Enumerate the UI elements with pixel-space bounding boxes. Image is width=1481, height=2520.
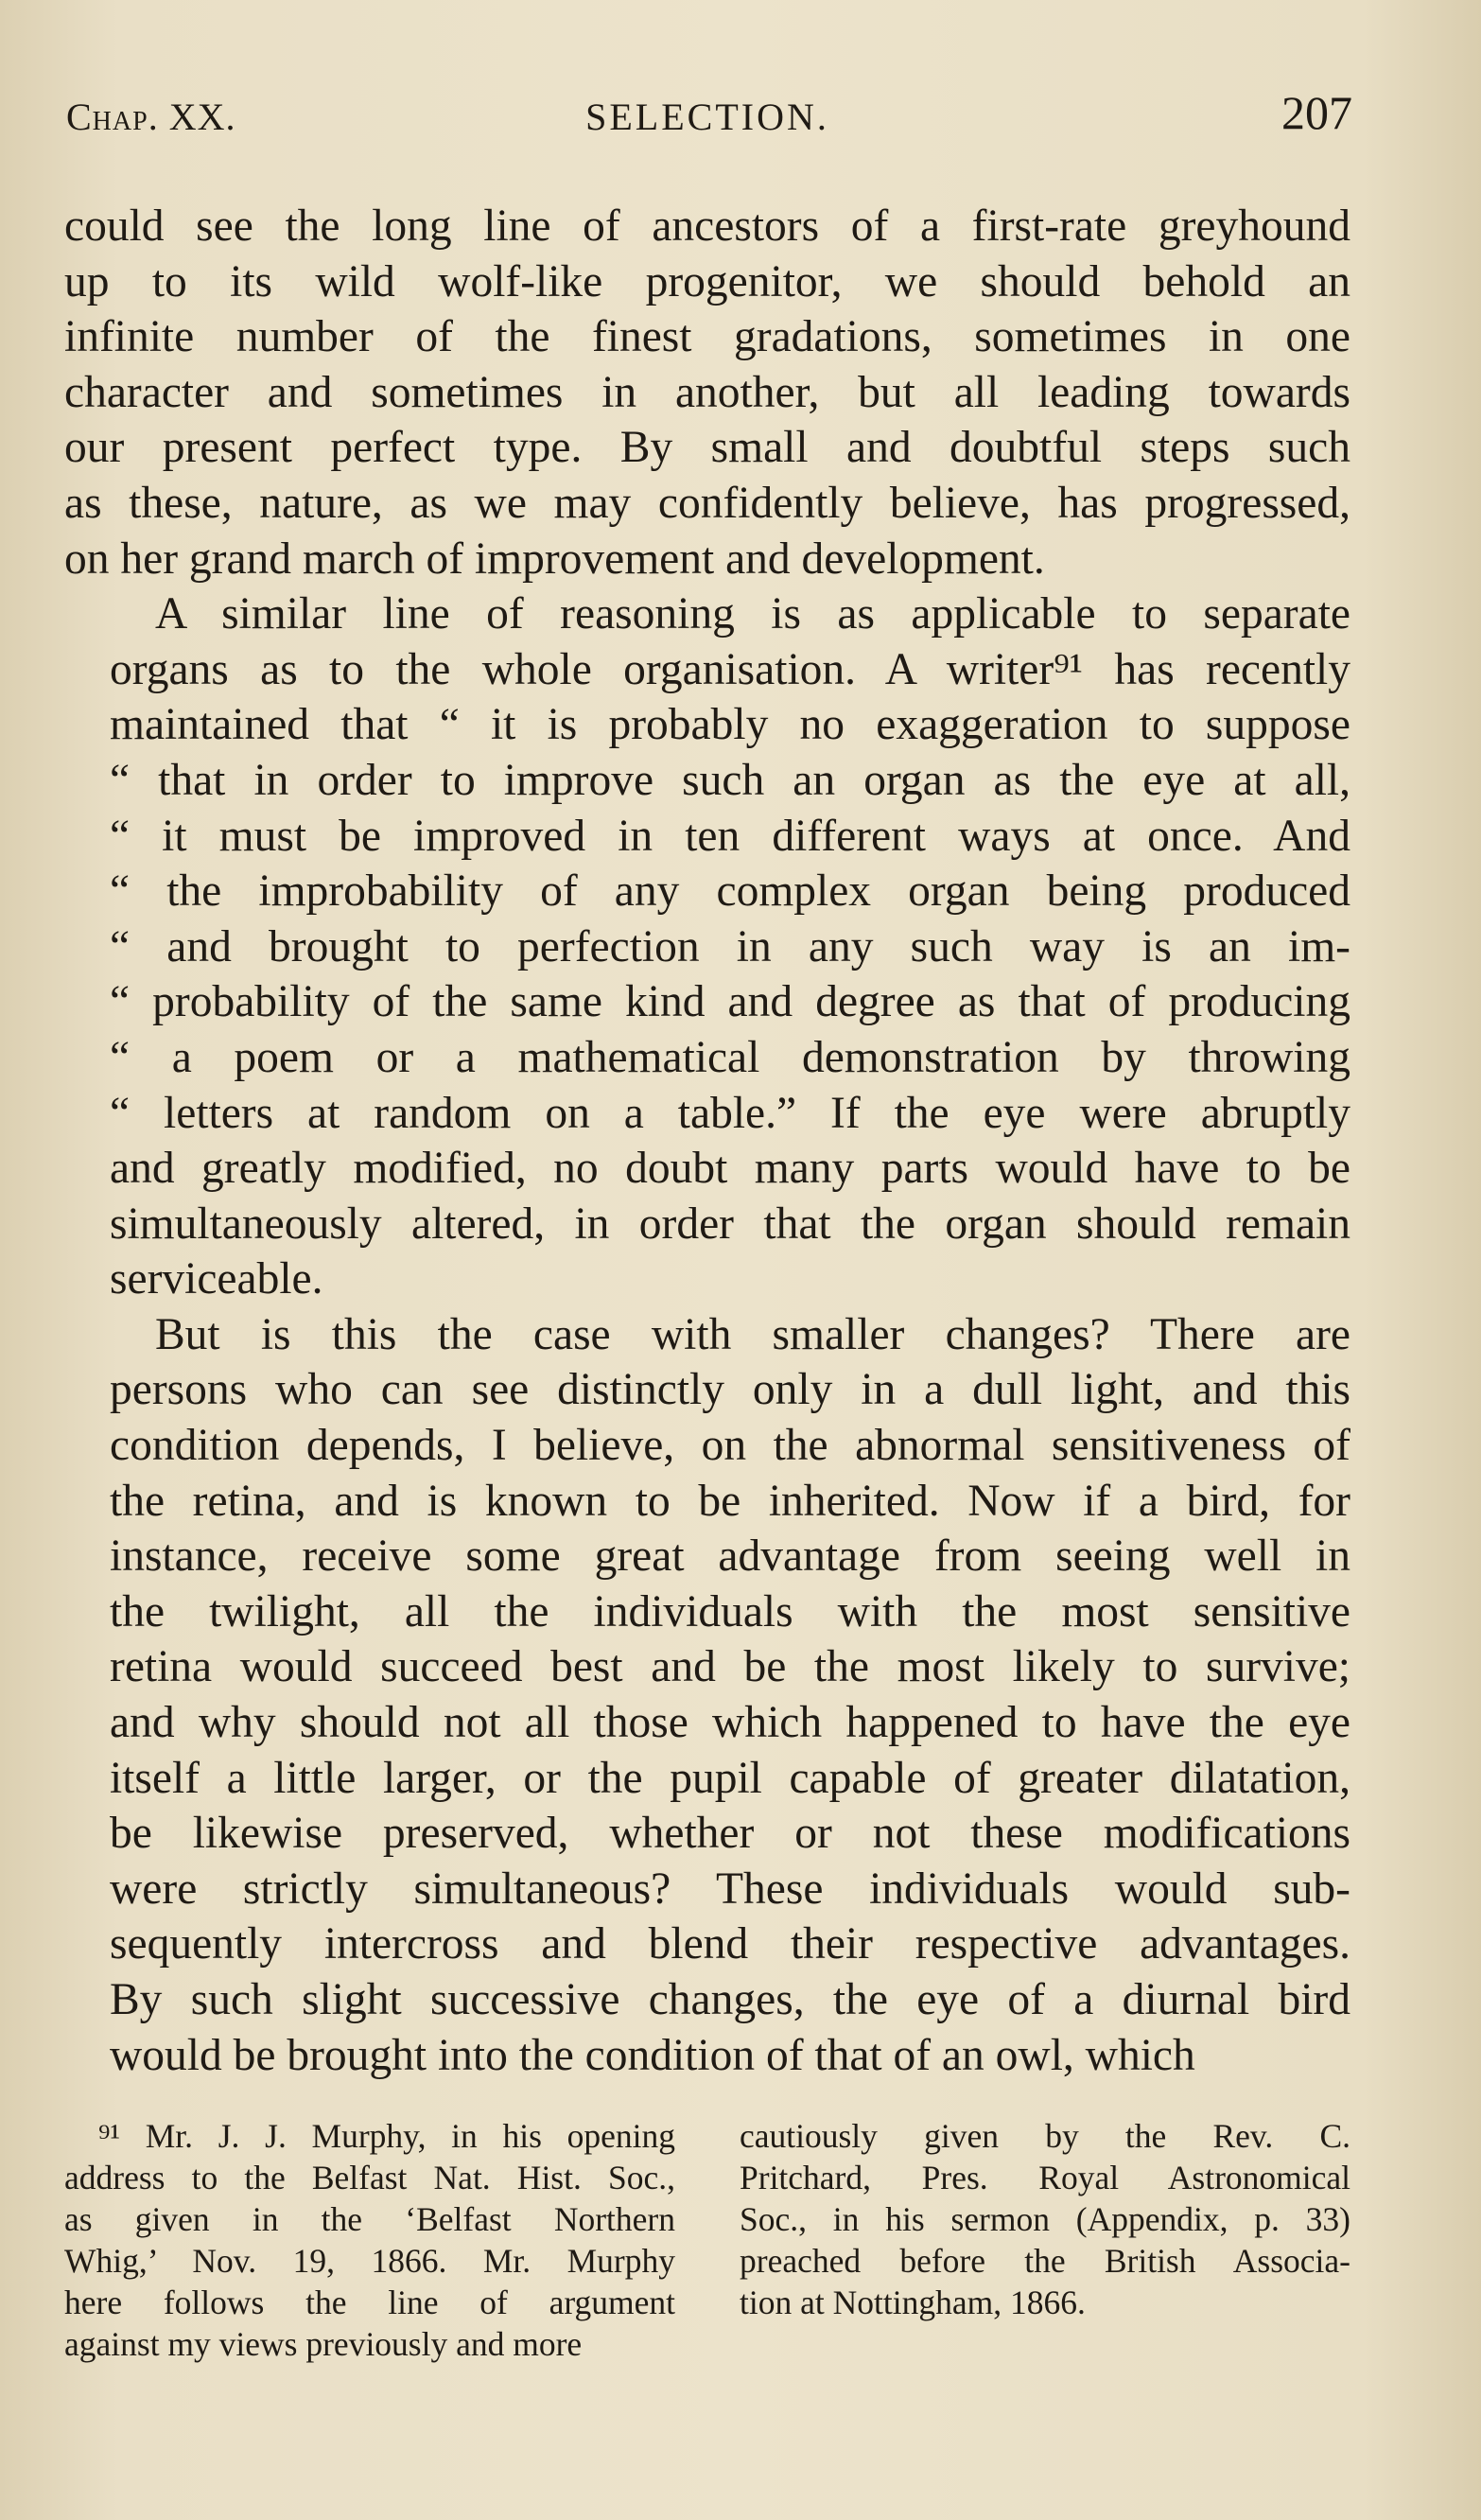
text-line: “ and brought to perfection in any such way is an im-	[110, 921, 1350, 971]
text-line: A similar line of reasoning is as applicable to separate	[155, 589, 1350, 639]
footnote-column-right	[740, 2115, 1350, 2365]
book-page	[64, 83, 1350, 2486]
text-line: instance, receive some great advantage from seeing well in	[110, 1531, 1350, 1582]
text-line: and greatly modified, no doubt many parts would have to be	[110, 1144, 1350, 1194]
running-title: SELECTION.	[585, 96, 829, 138]
footnote-line: Soc., in his sermon (Appendix, p. 33)	[740, 2200, 1350, 2238]
text-line: sequently intercross and blend their respective advantages.	[110, 1919, 1350, 1969]
chapter-label: Chap. XX.	[66, 96, 236, 138]
footnote-line: preached before the British Associa-	[740, 2242, 1350, 2280]
text-line: on her grand march of improvement and development.	[64, 534, 1045, 584]
text-line: organs as to the whole organisation. A writer⁹¹ has recently	[110, 644, 1350, 694]
text-line: the twilight, all the individuals with the most sensitive	[110, 1586, 1350, 1636]
paragraph	[64, 199, 1350, 586]
text-line: “ it must be improved in ten different ways at once. And	[110, 811, 1350, 861]
text-line: retina would succeed best and be the most likely to survive;	[110, 1642, 1350, 1692]
paragraph	[64, 586, 1350, 1307]
footnote-line: against my views previously and more	[64, 2325, 583, 2363]
text-line: “ a poem or a mathematical demonstration by throwing	[110, 1032, 1350, 1082]
text-line: our present perfect type. By small and doubtful steps such	[64, 423, 1350, 473]
text-line: be likewise preserved, whether or not these modifications	[110, 1809, 1350, 1859]
footnote-line: Pritchard, Pres. Royal Astronomical	[740, 2159, 1350, 2196]
footnote-line: cautiously given by the Rev. C.	[740, 2117, 1350, 2155]
footnote-column-left	[64, 2115, 675, 2365]
text-line: the retina, and is known to be inherited. Now if a bird, for	[110, 1476, 1350, 1526]
text-line: condition depends, I believe, on the abnormal sensitiveness of	[110, 1421, 1350, 1471]
footnote-line: address to the Belfast Nat. Hist. Soc.,	[64, 2159, 675, 2196]
footnote-line: ⁹¹ Mr. J. J. Murphy, in his opening	[98, 2117, 675, 2155]
text-line: up to its wild wolf-like progenitor, we should behold an	[64, 256, 1350, 306]
text-line: itself a little larger, or the pupil capable of greater dilatation,	[110, 1753, 1350, 1803]
footnote-line: Whig,’ Nov. 19, 1866. Mr. Murphy	[64, 2242, 675, 2280]
page-number: 207	[1281, 86, 1352, 139]
text-line: “ letters at random on a table.” If the eye were abruptly	[110, 1088, 1350, 1138]
text-line: maintained that “ it is probably no exaggeration to suppose	[110, 700, 1350, 750]
text-line: But is this the case with smaller changes? There are	[155, 1309, 1350, 1359]
text-line: “ that in order to improve such an organ as the eye at all,	[110, 755, 1350, 805]
footnote-line: tion at Nottingham, 1866.	[740, 2284, 1086, 2321]
text-line: By such slight successive changes, the eye of a diurnal bird	[110, 1975, 1350, 2024]
text-line: “ probability of the same kind and degree as that of producing	[110, 977, 1350, 1027]
text-line: and why should not all those which happened to have the eye	[110, 1698, 1350, 1748]
text-line: character and sometimes in another, but all leading towards	[64, 367, 1350, 417]
text-line: infinite number of the finest gradations, sometimes in one	[64, 312, 1350, 362]
footnote-line: here follows the line of argument	[64, 2284, 675, 2321]
text-line: as these, nature, as we may confidently believe, has progressed,	[64, 478, 1350, 528]
text-line: were strictly simultaneous? These individuals would sub-	[110, 1864, 1350, 1914]
footnote-area	[64, 2115, 1350, 2365]
text-line: simultaneously altered, in order that the organ should remain	[110, 1199, 1350, 1249]
footnote-line: as given in the ‘Belfast Northern	[64, 2200, 675, 2238]
running-header	[64, 83, 1350, 149]
text-line: “ the improbability of any complex organ being produced	[110, 866, 1350, 917]
body-text	[64, 199, 1350, 2083]
text-line: serviceable.	[110, 1254, 323, 1304]
text-line: could see the long line of ancestors of a first-rate greyhound	[64, 201, 1350, 251]
text-line: would be brought into the condition of that of an owl, which	[110, 2030, 1195, 2080]
paragraph	[64, 1307, 1350, 2083]
text-line: persons who can see distinctly only in a dull light, and this	[110, 1365, 1350, 1415]
